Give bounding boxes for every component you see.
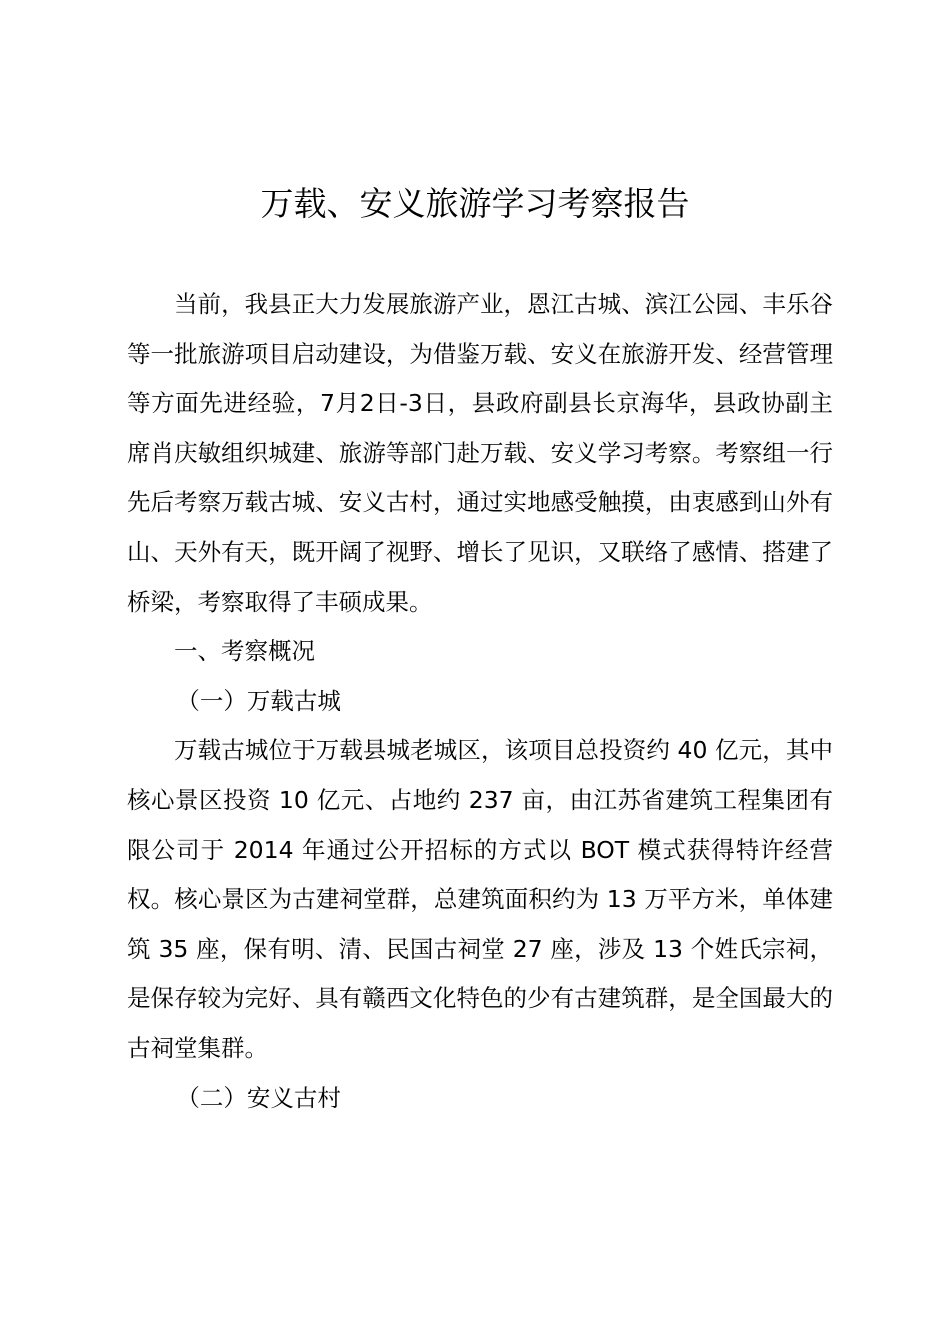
wanzai-paragraph: 万载古城位于万载县城老城区，该项目总投资约 40 亿元，其中核心景区投资 10 亿元、占地约 237 亩，由江苏省建筑工程集团有限公司于 2014 年通过公开招标的方式以 BOT 模式获得特许经营权。核心景区为古建祠堂群，总建筑面积约为 13 万平方米，单体建筑 35 座，保有明、清、民国古祠堂 27 座，涉及 13 个姓氏宗祠，是保存较为完好、具有赣西文化特色的少有古建筑群，是全国最大的古祠堂集群。	[127, 736, 833, 1062]
section-heading-overview: 一、考察概况	[174, 637, 315, 666]
subheading-anyi-ancient-village: （二）安义古村	[176, 1083, 341, 1112]
intro-paragraph: 当前，我县正大力发展旅游产业，恩江古城、滨江公园、丰乐谷等一批旅游项目启动建设，为借鉴万载、安义在旅游开发、经营管理等方面先进经验，7月2日-3日，县政府副县长京海华，县政协副主席肖庆敏组织城建、旅游等部门赴万载、安义学习考察。考察组一行先后考察万载古城、安义古村，通过实地感受触摸，由衷感到山外有山、天外有天，既开阔了视野、增长了见识，又联络了感情、搭建了桥梁，考察取得了丰硕成果。	[127, 290, 833, 616]
subheading-wanzai-ancient-city: （一）万载古城	[176, 686, 341, 715]
document-body	[127, 280, 833, 1123]
document-title: 万载、安义旅游学习考察报告	[260, 184, 690, 223]
